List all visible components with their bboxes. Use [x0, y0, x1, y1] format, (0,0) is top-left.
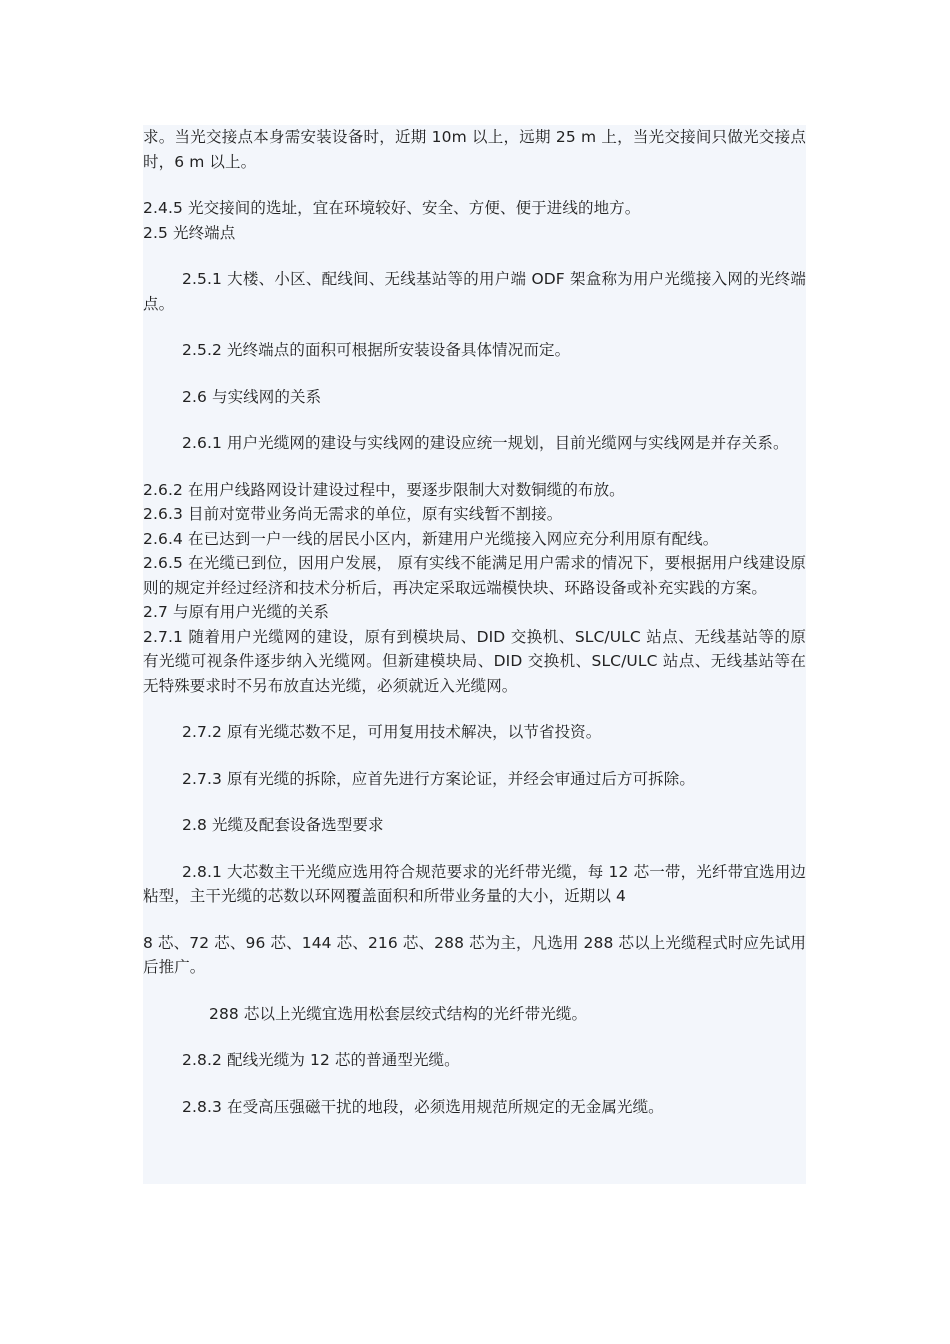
paragraph-2-5-2: 2.5.2 光终端点的面积可根据所安装设备具体情况而定。: [182, 341, 571, 359]
paragraph-2-5-1: 2.5.1 大楼、小区、配线间、无线基站等的用户端 ODF 架盒称为用户光缆接入网的光终端点。: [143, 270, 806, 313]
paragraph-2-7-3: 2.7.3 原有光缆的拆除，应首先进行方案论证，并经会审通过后方可拆除。: [182, 769, 695, 788]
paragraph-2-8-1-continued: 8 芯、72 芯、96 芯、144 芯、216 芯、288 芯为主，凡选用 288 芯以上光缆程式时应先试用后推广。: [143, 933, 806, 976]
paragraph-continuation: 求。当光交接点本身需安装设备时，近期 10m 以上，远期 25 m 上，当光交接间只做光交接点时，6 m 以上。: [143, 128, 806, 171]
paragraph-288-core: 288 芯以上光缆宜选用松套层绞式结构的光纤带光缆。: [209, 1004, 588, 1023]
paragraph-2-8-2: 2.8.2 配线光缆为 12 芯的普通型光缆。: [182, 1051, 460, 1069]
document-body: [143, 125, 806, 1119]
heading-2-7: 2.7 与原有用户光缆的关系: [143, 603, 329, 621]
heading-2-5: 2.5 光终端点: [143, 223, 236, 242]
heading-2-6: 2.6 与实线网的关系: [182, 387, 322, 406]
paragraph-2-6-5: 2.6.5 在光缆已到位，因用户发展， 原有实线不能满足用户需求的情况下，要根据用户线建设原则的规定并经过经济和技术分析后，再决定采取远端模快块、环路设备或补充实践的方案。: [143, 554, 806, 597]
paragraph-2-8-1: 2.8.1 大芯数主干光缆应选用符合规范要求的光纤带光缆，每 12 芯一带，光纤带宜选用边粘型，主干光缆的芯数以环网覆盖面积和所带业务量的大小，近期以 4: [143, 862, 806, 905]
paragraph-2-6-4: 2.6.4 在已达到一户一线的居民小区内，新建用户光缆接入网应充分利用原有配线。: [143, 529, 719, 548]
heading-2-8: 2.8 光缆及配套设备选型要求: [182, 816, 384, 834]
paragraph-2-7-1: 2.7.1 随着用户光缆网的建设，原有到模块局、DID 交换机、SLC/ULC 站点、无线基站等的原有光缆可视条件逐步纳入光缆网。但新建模块局、DID 交换机、SLC/ULC 站点、无线基站等在无特殊要求时不另布放直达光缆，必须就近入光缆网。: [143, 627, 806, 695]
paragraph-2-6-3: 2.6.3 目前对宽带业务尚无需求的单位，原有实线暂不割接。: [143, 505, 563, 523]
paragraph-2-4-5: 2.4.5 光交接间的选址，宜在环境较好、安全、方便、便于进线的地方。: [143, 199, 641, 217]
paragraph-2-6-1: 2.6.1 用户光缆网的建设与实线网的建设应统一规划，目前光缆网与实线网是并存关系。: [182, 434, 789, 452]
paragraph-2-8-3: 2.8.3 在受高压强磁干扰的地段，必须选用规范所规定的无金属光缆。: [182, 1097, 664, 1116]
paragraph-2-6-2: 2.6.2 在用户线路网设计建设过程中，要逐步限制大对数铜缆的布放。: [143, 480, 625, 499]
paragraph-2-7-2: 2.7.2 原有光缆芯数不足，可用复用技术解决，以节省投资。: [182, 723, 602, 741]
